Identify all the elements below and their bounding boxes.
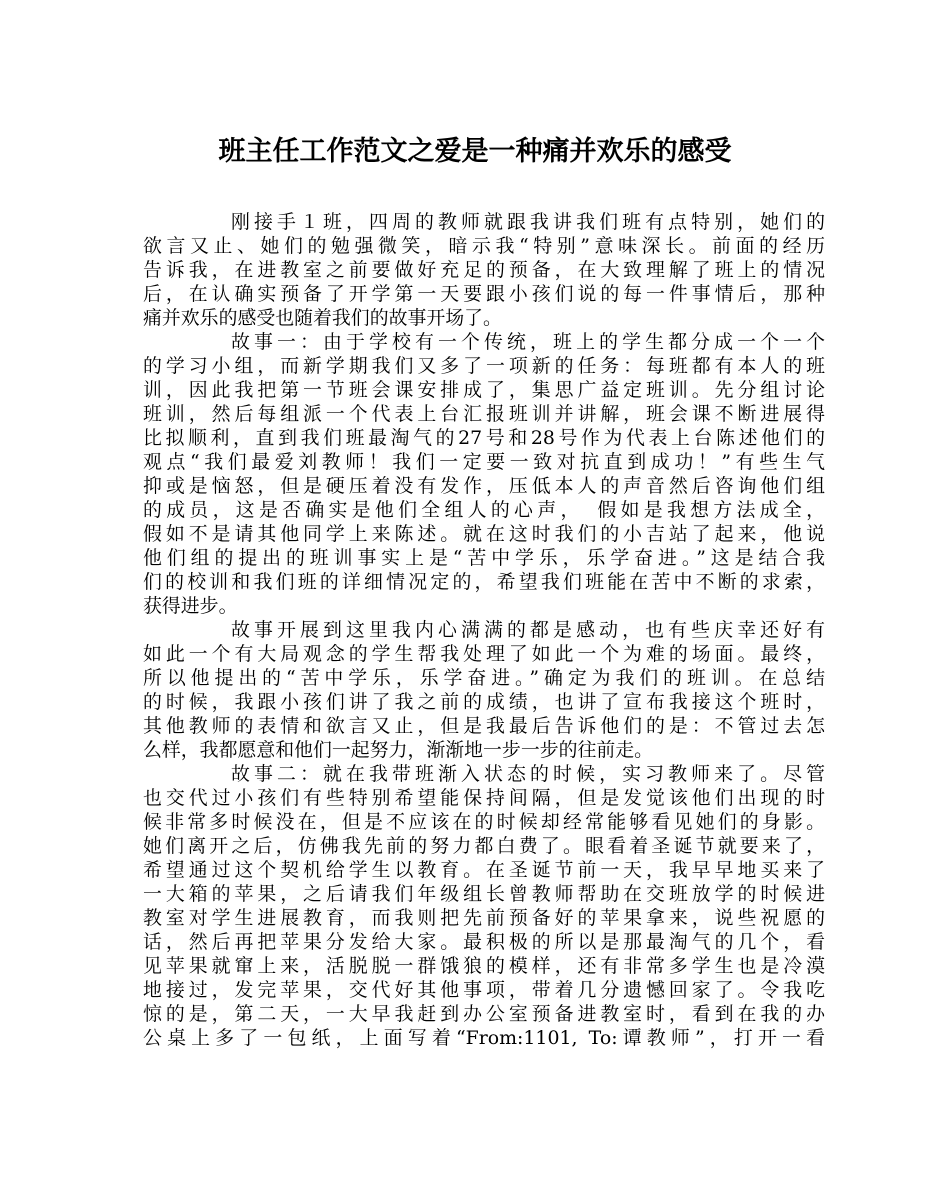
text-line: 刚接手１班，四周的教师就跟我讲我们班有点特别，她们的	[231, 211, 825, 233]
text-line: 的时候，我跟小孩们讲了我之前的成绩，也讲了宣布我接这个班时，	[143, 691, 825, 713]
text-line: 也交代过小孩们有些特别希望能保持间隔，但是发觉该他们出现的时	[143, 787, 825, 809]
text-line: 获得进步。	[143, 595, 238, 617]
text-line: 痛并欢乐的感受也随着我们的故事开场了。	[143, 307, 502, 329]
paragraph	[143, 618, 825, 762]
text-line: 一大箱的苹果，之后请我们年级组长曾教师帮助在交班放学的时候进	[143, 883, 825, 905]
text-line: 比拟顺利，直到我们班最淘气的27号和28号作为代表上台陈述他们的	[143, 427, 825, 449]
text-line: 么样，我都愿意和他们一起努力，渐渐地一步一步的往前走。	[143, 739, 654, 761]
text-line: 假如不是请其他同学上来陈述。就在这时我们的小吉站了起来，他说	[143, 523, 825, 545]
text-line: 训，因此我把第一节班会课安排成了，集思广益定班训。先分组讨论	[143, 379, 825, 401]
text-line: 抑或是恼怒，但是硬压着没有发作，压低本人的声音然后咨询他们组	[143, 475, 825, 497]
text-line: 希望通过这个契机给学生以教育。在圣诞节前一天，我早早地买来了	[143, 859, 825, 881]
text-line: 候非常多时候没在，但是不应该在的时候却经常能够看见她们的身影。	[143, 811, 825, 833]
text-line: 其他教师的表情和欲言又止，但是我最后告诉他们的是：不管过去怎	[143, 715, 825, 737]
text-line: 班训，然后每组派一个代表上台汇报班训并讲解，班会课不断进展得	[143, 403, 825, 425]
text-line: 告诉我，在进教室之前要做好充足的预备，在大致理解了班上的情况	[143, 259, 825, 281]
text-line: 惊的是，第二天，一大早我赶到办公室预备进教室时，看到在我的办	[143, 1003, 825, 1025]
text-line: 教室对学生进展教育，而我则把先前预备好的苹果拿来，说些祝愿的	[143, 907, 825, 929]
text-line: 欲言又止、她们的勉强微笑，暗示我“特别”意味深长。前面的经历	[143, 235, 825, 257]
text-line: 见苹果就窜上来，活脱脱一群饿狼的模样，还有非常多学生也是冷漠	[143, 955, 825, 977]
document-title: 班主任工作范文之爱是一种痛并欢乐的感受	[218, 136, 732, 167]
text-line: 们的校训和我们班的详细情况定的，希望我们班能在苦中不断的求索，	[143, 571, 825, 593]
text-line: 公桌上多了一包纸，上面写着“From:1101, To:谭教师”，打开一看	[143, 1027, 825, 1049]
text-line: 所以他提出的“苦中学乐，乐学奋进。”确定为我们的班训。在总结	[143, 667, 825, 689]
text-line: 的学习小组，而新学期我们又多了一项新的任务：每班都有本人的班	[143, 355, 825, 377]
text-line: 他们组的提出的班训事实上是“苦中学乐，乐学奋进。”这是结合我	[143, 547, 825, 569]
text-line: 故事一：由于学校有一个传统，班上的学生都分成一个一个	[231, 331, 825, 353]
text-line: 如此一个有大局观念的学生帮我处理了如此一个为难的场面。最终，	[143, 643, 825, 665]
text-line: 话，然后再把苹果分发给大家。最积极的所以是那最淘气的几个，看	[143, 931, 825, 953]
paragraph	[143, 330, 825, 618]
document-body	[143, 210, 825, 1050]
text-line: 的成员，这是否确实是他们全组人的心声， 假如是我想方法成全，	[143, 499, 825, 521]
text-line: 故事开展到这里我内心满满的都是感动，也有些庆幸还好有	[231, 619, 825, 641]
text-line: 观点“我们最爱刘教师！我们一定要一致对抗直到成功！”有些生气	[143, 451, 825, 473]
text-line: 故事二：就在我带班渐入状态的时候，实习教师来了。尽管	[231, 763, 825, 785]
text-line: 她们离开之后，仿佛我先前的努力都白费了。眼看着圣诞节就要来了，	[143, 835, 825, 857]
paragraph	[143, 210, 825, 330]
text-line: 地接过，发完苹果，交代好其他事项，带着几分遗憾回家了。令我吃	[143, 979, 825, 1001]
text-line: 后，在认确实预备了开学第一天要跟小孩们说的每一件事情后，那种	[143, 283, 825, 305]
paragraph	[143, 762, 825, 1050]
